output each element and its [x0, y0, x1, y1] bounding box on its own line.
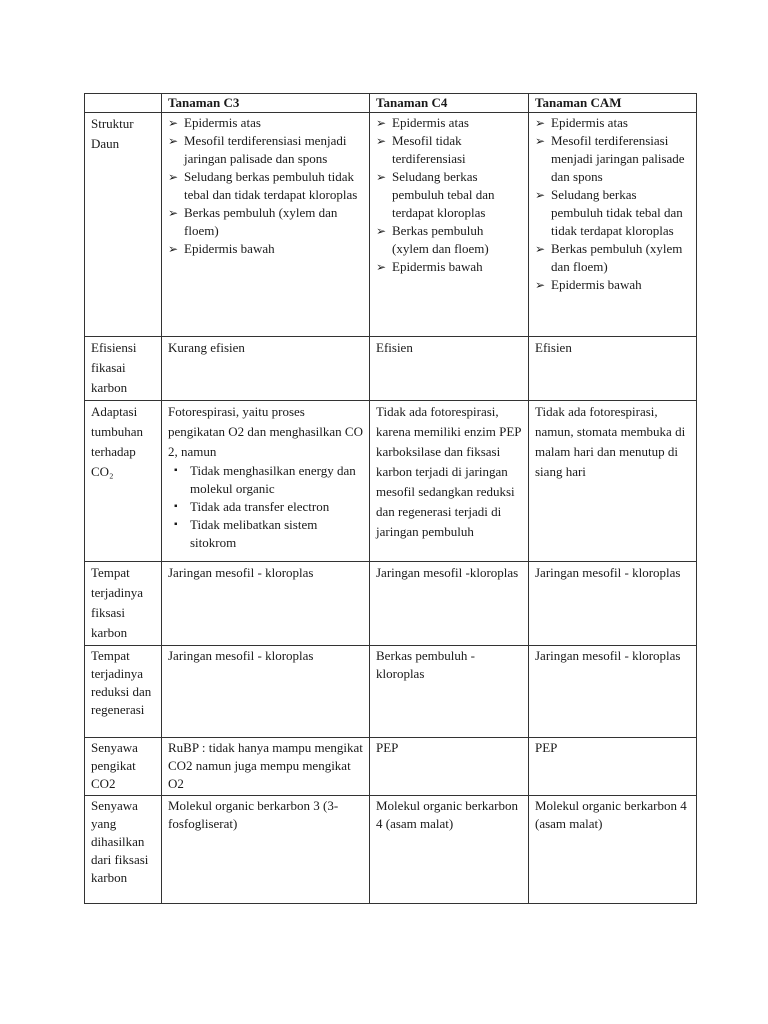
row-struktur-daun: [85, 113, 697, 337]
cell-c4: Tidak ada fotorespirasi, karena memiliki enzim PEP karboksilase dan fiksasi karbon terjadi di jaringan mesofil sedangkan reduksi dan regenerasi terjadi di jaringan pembuluh: [370, 401, 529, 562]
arrow-bullet-icon: ➢: [168, 116, 179, 130]
list-item-text: Mesofil terdiferensiasi menjadi jaringan palisade dan spons: [184, 133, 347, 166]
list-item: [535, 186, 691, 240]
row-label: Tempat terjadinya fiksasi karbon: [85, 562, 162, 646]
cell-c4: PEP: [370, 738, 529, 796]
list-item: [535, 114, 691, 132]
list-item: [172, 516, 364, 552]
row-tempat-fiksasi: [85, 562, 697, 646]
cell-c3: Molekul organic berkarbon 3 (3-fosfogliserat): [162, 796, 370, 904]
header-empty: [85, 94, 162, 113]
cell-cam: Molekul organic berkarbon 4 (asam malat): [529, 796, 697, 904]
cell-c4: Berkas pembuluh - kloroplas: [370, 646, 529, 738]
list-item-text: Tidak menghasilkan energy dan molekul organic: [190, 463, 356, 496]
arrow-list: [535, 114, 691, 294]
list-item: [376, 114, 523, 132]
list-item: [172, 462, 364, 498]
header-row: [85, 94, 697, 113]
arrow-bullet-icon: ➢: [376, 224, 387, 238]
row-label: Adaptasi tumbuhan terhadap CO₂: [85, 401, 162, 562]
row-label: Tempat terjadinya reduksi dan regenerasi: [85, 646, 162, 738]
cell-cam: Jaringan mesofil - kloroplas: [529, 646, 697, 738]
list-item-text: Epidermis bawah: [551, 277, 642, 292]
list-item-text: Epidermis atas: [184, 115, 261, 130]
cell-c3: [162, 113, 370, 337]
header-cam: Tanaman CAM: [529, 94, 697, 113]
list-item-text: Epidermis atas: [551, 115, 628, 130]
comparison-table: [84, 93, 697, 904]
list-item-text: Tidak melibatkan sistem sitokrom: [190, 517, 318, 550]
list-item-text: Epidermis atas: [392, 115, 469, 130]
cell-c3: Kurang efisien: [162, 337, 370, 401]
cell-c4: Molekul organic berkarbon 4 (asam malat): [370, 796, 529, 904]
arrow-bullet-icon: ➢: [535, 134, 546, 148]
list-item: [376, 132, 523, 168]
list-item: [535, 276, 691, 294]
arrow-list: [376, 114, 523, 276]
list-item: [535, 132, 691, 186]
list-item-text: Seludang berkas pembuluh tebal dan terdapat kloroplas: [392, 169, 495, 220]
cell-cam: [529, 113, 697, 337]
list-item: [172, 498, 364, 516]
square-bullet-icon: ▪: [174, 465, 178, 476]
arrow-bullet-icon: ➢: [168, 242, 179, 256]
adaptasi-intro: Fotorespirasi, yaitu proses pengikatan O2 dan menghasilkan CO 2, namun: [168, 404, 363, 459]
row-adaptasi: [85, 401, 697, 562]
list-item: [168, 132, 364, 168]
list-item: [535, 240, 691, 276]
square-list: [172, 462, 364, 552]
row-tempat-reduksi: [85, 646, 697, 738]
row-label: Senyawa yang dihasilkan dari fiksasi karbon: [85, 796, 162, 904]
arrow-bullet-icon: ➢: [535, 242, 546, 256]
arrow-bullet-icon: ➢: [376, 170, 387, 184]
arrow-bullet-icon: ➢: [535, 116, 546, 130]
header-c3: Tanaman C3: [162, 94, 370, 113]
list-item: [376, 222, 523, 258]
list-item: [376, 258, 523, 276]
row-label: Struktur Daun: [85, 113, 162, 337]
list-item-text: Berkas pembuluh (xylem dan floem): [551, 241, 683, 274]
arrow-bullet-icon: ➢: [535, 188, 546, 202]
list-item-text: Epidermis bawah: [184, 241, 275, 256]
arrow-list: [168, 114, 364, 258]
list-item: [168, 114, 364, 132]
arrow-bullet-icon: ➢: [168, 134, 179, 148]
list-item: [168, 168, 364, 204]
cell-c3: [162, 401, 370, 562]
cell-c3: Jaringan mesofil - kloroplas: [162, 646, 370, 738]
list-item-text: Mesofil terdiferensiasi menjadi jaringan palisade dan spons: [551, 133, 685, 184]
arrow-bullet-icon: ➢: [376, 260, 387, 274]
list-item-text: Berkas pembuluh (xylem dan floem): [184, 205, 338, 238]
cell-cam: Jaringan mesofil - kloroplas: [529, 562, 697, 646]
row-efisiensi: [85, 337, 697, 401]
list-item-text: Seludang berkas pembuluh tidak tebal dan tidak terdapat kloroplas: [184, 169, 358, 202]
row-label: Efisiensi fikasai karbon: [85, 337, 162, 401]
list-item: [376, 168, 523, 222]
cell-c3: RuBP : tidak hanya mampu mengikat CO2 namun juga mempu mengikat O2: [162, 738, 370, 796]
list-item-text: Tidak ada transfer electron: [190, 499, 330, 514]
arrow-bullet-icon: ➢: [376, 134, 387, 148]
row-hasil: [85, 796, 697, 904]
square-bullet-icon: ▪: [174, 501, 178, 512]
cell-cam: Efisien: [529, 337, 697, 401]
cell-c3: Jaringan mesofil - kloroplas: [162, 562, 370, 646]
arrow-bullet-icon: ➢: [168, 206, 179, 220]
row-label: Senyawa pengikat CO2: [85, 738, 162, 796]
list-item: [168, 240, 364, 258]
list-item-text: Berkas pembuluh (xylem dan floem): [392, 223, 489, 256]
list-item: [168, 204, 364, 240]
list-item-text: Mesofil tidak terdiferensiasi: [392, 133, 466, 166]
cell-c4: [370, 113, 529, 337]
row-pengikat: [85, 738, 697, 796]
cell-c4: Jaringan mesofil -kloroplas: [370, 562, 529, 646]
arrow-bullet-icon: ➢: [535, 278, 546, 292]
header-c4: Tanaman C4: [370, 94, 529, 113]
cell-cam: Tidak ada fotorespirasi, namun, stomata membuka di malam hari dan menutup di siang hari: [529, 401, 697, 562]
cell-c4: Efisien: [370, 337, 529, 401]
arrow-bullet-icon: ➢: [168, 170, 179, 184]
list-item-text: Seludang berkas pembuluh tidak tebal dan tidak terdapat kloroplas: [551, 187, 683, 238]
square-bullet-icon: ▪: [174, 519, 178, 530]
cell-cam: PEP: [529, 738, 697, 796]
list-item-text: Epidermis bawah: [392, 259, 483, 274]
arrow-bullet-icon: ➢: [376, 116, 387, 130]
